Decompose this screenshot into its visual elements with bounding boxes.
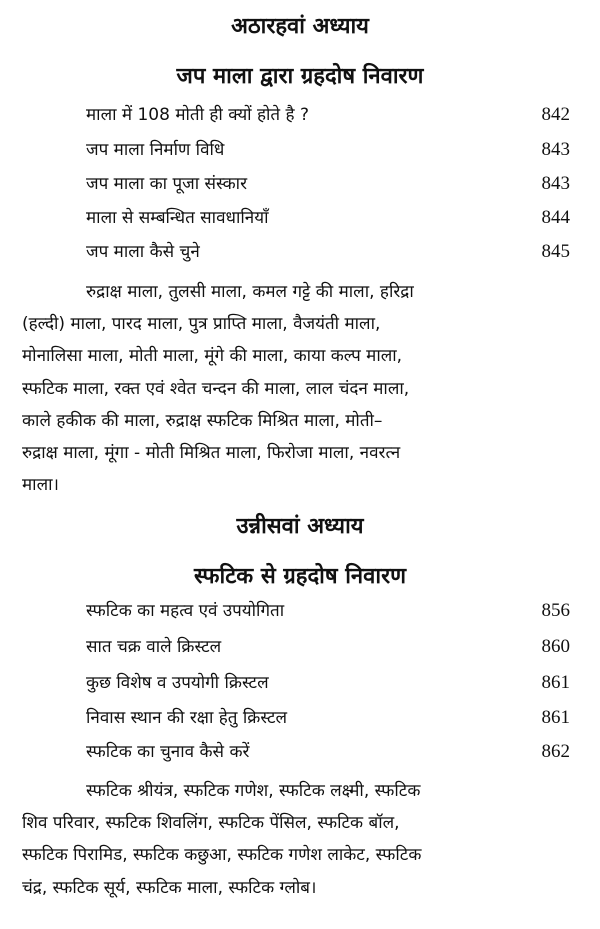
chapter-18-paragraph	[22, 276, 462, 501]
paragraph-line: रुद्राक्ष माला, तुलसी माला, कमल गट्टे की माला, हरिद्रा	[86, 282, 414, 302]
toc-entry	[0, 135, 600, 165]
paragraph-line: रुद्राक्ष माला, मूंगा - मोती मिश्रित माला, फिरोजा माला, नवरत्न	[22, 442, 401, 463]
toc-entry-title: जप माला कैसे चुने	[86, 242, 200, 262]
toc-entry-title: निवास स्थान की रक्षा हेतु क्रिस्टल	[86, 708, 288, 728]
toc-entry-page: 856	[541, 600, 570, 621]
toc-entry	[0, 100, 600, 130]
toc-entry-page: 860	[541, 636, 570, 657]
toc-entry	[0, 203, 600, 233]
paragraph-line: स्फटिक पिरामिड, स्फटिक कछुआ, स्फटिक गणेश लाकेट, स्फटिक	[22, 845, 422, 866]
toc-entry-title: माला से सम्बन्धित सावधानियाँ	[86, 208, 269, 228]
paragraph-line: माला।	[22, 475, 59, 496]
toc-entry	[0, 737, 600, 767]
toc-entry-title: स्फटिक का चुनाव कैसे करें	[86, 742, 250, 762]
paragraph-line: स्फटिक श्रीयंत्र, स्फटिक गणेश, स्फटिक लक्ष्मी, स्फटिक	[86, 781, 421, 801]
paragraph-line: मोनालिसा माला, मोती माला, मूंगे की माला, काया कल्प माला,	[22, 346, 403, 367]
toc-entry	[0, 237, 600, 267]
paragraph-line: (हल्दी) माला, पारद माला, पुत्र प्राप्ति माला, वैजयंती माला,	[22, 314, 381, 335]
paragraph-line: शिव परिवार, स्फटिक शिवलिंग, स्फटिक पेंसिल, स्फटिक बॉल,	[22, 813, 400, 834]
toc-entry	[0, 632, 600, 662]
toc-entry-title: सात चक्र वाले क्रिस्टल	[86, 637, 222, 657]
toc-entry-page: 843	[541, 139, 570, 160]
toc-entry	[0, 703, 600, 733]
toc-entry	[0, 596, 600, 626]
toc-entry-page: 861	[541, 672, 570, 693]
paragraph-line: चंद्र, स्फटिक सूर्य, स्फटिक माला, स्फटिक ग्लोब।	[22, 877, 317, 898]
toc-entry-page: 843	[541, 173, 570, 194]
toc-entry-title: जप माला का पूजा संस्कार	[86, 174, 248, 194]
paragraph-line: काले हकीक की माला, रुद्राक्ष स्फटिक मिश्रित माला, मोती–	[22, 410, 383, 431]
chapter-18-title: अठारहवां अध्याय	[231, 14, 369, 39]
chapter-19-subtitle: स्फटिक से ग्रहदोष निवारण	[194, 564, 406, 589]
chapter-19-title: उन्नीसवां अध्याय	[236, 514, 364, 539]
toc-entry-page: 862	[541, 741, 570, 762]
toc-entry-title: कुछ विशेष व उपयोगी क्रिस्टल	[86, 673, 269, 693]
toc-entry-title: माला में 108 मोती ही क्यों होते है ?	[86, 105, 309, 125]
toc-entry-page: 845	[541, 241, 570, 262]
toc-entry-title: स्फटिक का महत्व एवं उपयोगिता	[86, 601, 285, 621]
toc-entry	[0, 169, 600, 199]
chapter-19-paragraph	[22, 775, 462, 904]
toc-entry-page: 842	[541, 104, 570, 125]
toc-entry	[0, 668, 600, 698]
toc-entry-page: 861	[541, 707, 570, 728]
paragraph-line: स्फटिक माला, रक्त एवं श्वेत चन्दन की माला, लाल चंदन माला,	[22, 378, 410, 399]
toc-entry-title: जप माला निर्माण विधि	[86, 140, 225, 160]
chapter-18-subtitle: जप माला द्वारा ग्रहदोष निवारण	[176, 64, 424, 89]
toc-entry-page: 844	[541, 207, 570, 228]
